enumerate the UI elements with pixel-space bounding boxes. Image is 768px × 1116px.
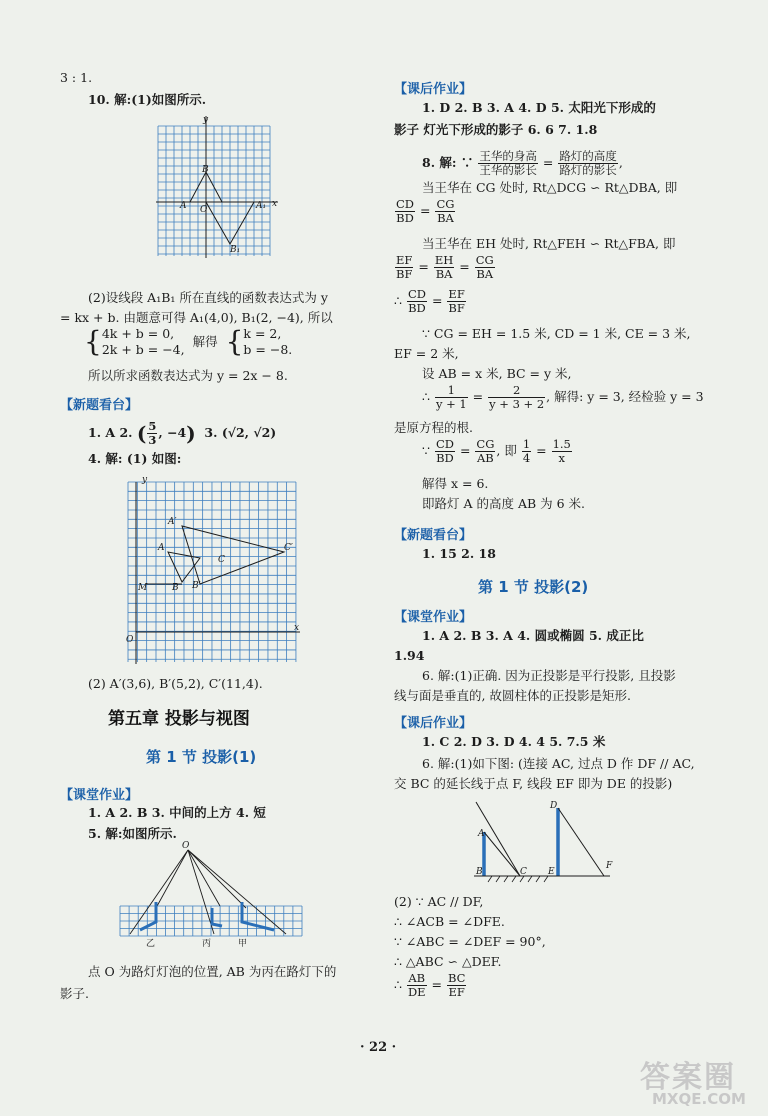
fig2-point-c: C xyxy=(218,555,225,565)
shadow-triangles-figure xyxy=(470,796,620,888)
system-sol2: b = −8. xyxy=(243,342,293,357)
q8-r4-num: EH xyxy=(434,253,454,267)
fig2-point-a-prime: A′ xyxy=(168,517,177,527)
coordinate-grid-figure-2 xyxy=(118,472,304,668)
q8-given-1: ∵ CG = EH = 1.5 米, CD = 1 米, CE = 3 米, xyxy=(422,326,691,341)
fig1-point-b: B xyxy=(202,165,209,175)
q8-eq-suffix: , 解得: y = 3, 经检验 y = 3 xyxy=(546,389,704,404)
class-work-2-line1: 1. A 2. B 3. A 4. 圆或椭圆 5. 成正比 xyxy=(422,628,644,643)
q8-prefix: 8. 解: ∵ xyxy=(422,155,474,170)
ac2-f1-num: AB xyxy=(408,971,426,985)
class-work-1-explain-2: 影子. xyxy=(60,986,89,1001)
class-work-1-q5: 5. 解:如图所示. xyxy=(88,826,177,841)
system-eq2: 2k + b = −4, xyxy=(101,342,185,357)
q8-f1-den: 王华的影长 xyxy=(479,163,537,177)
section-class-work-1: 【课堂作业】 xyxy=(60,788,139,803)
q8-ratio-statement xyxy=(422,150,623,177)
q8-eq: = xyxy=(542,155,554,170)
section-after-class-2: 【课后作业】 xyxy=(394,716,473,731)
fig2-point-a: A xyxy=(158,543,165,553)
after-class-2-part2-3: ∵ ∠ABC = ∠DEF = 90°, xyxy=(394,934,546,949)
q10-part2-line1: (2)设线段 A₁B₁ 所在直线的函数表达式为 y xyxy=(88,290,328,305)
q8-f2-num: 路灯的高度 xyxy=(559,149,617,163)
fig1-point-a: A xyxy=(180,201,187,211)
q8-since-ratio: ∵ $\frac{CD}{BD}$ = $\frac{CG}{AB}$ , 即 $\frac{1}{4}$ = $\frac{1.5}{x}$ xyxy=(422,437,571,465)
q8-s4-num: 1.5 xyxy=(552,437,571,451)
fig4-point-c: C xyxy=(520,867,527,877)
q8-s1-num: CD xyxy=(435,437,454,451)
q8-f1-num: 王华的身高 xyxy=(479,149,537,163)
new-q1-part-c: 3. (√2, √2) xyxy=(204,425,277,440)
q8-r2-num: CG xyxy=(436,197,455,211)
class-work-2-q6-1: 6. 解:(1)正确. 因为正投影是平行投影, 且投影 xyxy=(422,668,676,683)
after-class-2-part2-5: ∴ $\frac{AB}{DE}$ = $\frac{BC}{EF}$ xyxy=(394,971,466,999)
fig1-point-a1: A₁ xyxy=(256,201,267,211)
ratio-line: 3 : 1. xyxy=(60,70,93,85)
new-questions-2-answers: 1. 15 2. 18 xyxy=(422,546,496,561)
chapter-title: 第五章 投影与视图 xyxy=(108,709,250,729)
fig2-origin: O xyxy=(126,635,134,645)
q8-s-mid: , 即 xyxy=(496,443,517,458)
fig1-point-b1: B₁ xyxy=(230,245,241,255)
new-q1-frac-num: 5 xyxy=(148,419,157,433)
q8-r3-num: EF xyxy=(396,253,413,267)
system-sol1: k = 2, xyxy=(243,326,282,341)
q8-s3-num: 1 xyxy=(522,437,531,451)
class-work-1-answers: 1. A 2. B 3. 中间的上方 4. 短 xyxy=(88,805,266,820)
q8-cg-line: 当王华在 CG 处时, Rt△DCG ∽ Rt△DBA, 即 xyxy=(422,180,678,195)
q8-r6-num: CD xyxy=(407,287,426,301)
fig4-point-b: B xyxy=(476,867,483,877)
section-title-projection-1: 第 1 节 投影(1) xyxy=(146,748,257,766)
after-class-2-q6-2: 交 BC 的延长线于点 F, 线段 EF 即为 DE 的投影) xyxy=(394,776,673,791)
q8-r5-den: BA xyxy=(476,267,494,281)
fig1-origin: O xyxy=(200,205,208,215)
after-class-1-line2: 影子 灯光下形成的影子 6. 6 7. 1.8 xyxy=(394,122,598,137)
q8-given-2: EF = 2 米, xyxy=(394,346,459,361)
q8-s3-den: 4 xyxy=(522,451,531,465)
new-q1-frac-den: 3 xyxy=(148,433,157,447)
class-work-1-explain-1: 点 O 为路灯灯泡的位置, AB 为丙在路灯下的 xyxy=(88,964,337,979)
q8-ratio-cg: $\frac{CD}{BD}$ = $\frac{CG}{BA}$ xyxy=(396,197,455,225)
section-new-questions-1: 【新题看台】 xyxy=(60,398,139,413)
fig3-lamp-o: O xyxy=(182,841,190,851)
coordinate-grid-figure-1 xyxy=(148,112,288,262)
q8-e1-num: 1 xyxy=(435,384,468,398)
fig4-point-e: E xyxy=(548,867,555,877)
after-class-2-part2-2: ∴ ∠ACB = ∠DFE. xyxy=(394,914,505,929)
section-title-projection-2: 第 1 节 投影(2) xyxy=(478,578,589,596)
q8-ratio-eh: $\frac{EF}{BF}$ = $\frac{EH}{BA}$ = $\frac{CG}{BA}$ xyxy=(396,253,494,281)
q8-f2-den: 路灯的影长 xyxy=(559,163,617,177)
fig4-point-f: F xyxy=(606,861,613,871)
watermark-logo-text: 答案圈 xyxy=(640,1060,736,1095)
question-10: 10. 解:(1)如图所示. xyxy=(88,92,207,107)
q8-since: ∵ xyxy=(422,443,430,458)
q8-r5-num: CG xyxy=(475,253,494,267)
q8-equation: ∴ $\frac{1}{y + 1}$ = $\frac{2}{y + 3 + 2}$ , 解得: y = 3, 经检验 y = 3 xyxy=(422,383,704,411)
ac2-f1-den: DE xyxy=(407,985,426,999)
q8-s1-den: BD xyxy=(436,451,454,465)
ac2-f2-num: BC xyxy=(447,971,466,985)
fig2-point-b: B xyxy=(172,583,179,593)
ac2-f2-den: EF xyxy=(448,985,465,999)
q10-part2-line2: = kx + b. 由题意可得 A₁(4,0), B₁(2, −4), 所以 xyxy=(60,310,333,325)
class-work-2-line2: 1.94 xyxy=(394,648,425,663)
q8-f2-end: , xyxy=(618,155,623,170)
class-work-2-q6-2: 线与面是垂直的, 故圆柱体的正投影是矩形. xyxy=(394,688,631,703)
fig2-point-b-prime: B′ xyxy=(192,581,201,591)
q8-r1-num: CD xyxy=(396,197,415,211)
new-q4-part2: (2) A′(3,6), B′(5,2), C′(11,4). xyxy=(88,676,263,691)
fig4-point-a: A xyxy=(478,829,485,839)
q10-conclusion: 所以所求函数表达式为 y = 2x − 8. xyxy=(88,368,288,383)
q8-r1-den: BD xyxy=(396,211,414,225)
new-question-4: 4. 解: (1) 如图: xyxy=(88,451,182,466)
new-questions-answers: 1. A 2. ( $\frac{5}{3}$ , −4) 3. (√2, √2) xyxy=(88,419,277,447)
q8-e2-den: y + 3 + 2 xyxy=(489,397,545,411)
q8-r3-den: BF xyxy=(396,267,413,281)
fig2-y-label: y xyxy=(142,475,148,485)
fig1-x-label: x xyxy=(272,199,278,209)
new-q1-part-b: , −4 xyxy=(158,425,187,440)
after-class-2-part2-4: ∴ △ABC ∽ △DEF. xyxy=(394,954,502,969)
q8-r4-den: BA xyxy=(435,267,453,281)
page-number: · 22 · xyxy=(360,1040,397,1055)
after-class-2-part2-1: (2) ∵ AC // DF, xyxy=(394,894,484,909)
q8-s2-den: AB xyxy=(477,451,494,465)
q8-therefore: ∴ xyxy=(394,293,402,308)
watermark-url: MXQE.COM xyxy=(652,1090,746,1108)
q8-final: 即路灯 A 的高度 AB 为 6 米. xyxy=(422,496,586,511)
after-class-2-q6-1: 6. 解:(1)如下图: (连接 AC, 过点 D 作 DF // AC, xyxy=(422,756,695,771)
q8-r7-num: EF xyxy=(448,287,465,301)
new-q1-part-a: 1. A 2. xyxy=(88,425,133,440)
fig3-label-jia: 甲 xyxy=(238,939,248,949)
section-class-work-2: 【课堂作业】 xyxy=(394,610,473,625)
system-eq1: 4k + b = 0, xyxy=(101,326,175,341)
system-mid-text: 解得 xyxy=(192,334,218,349)
fig2-x-label: x xyxy=(294,623,300,633)
q8-r6-den: BD xyxy=(408,301,426,315)
q8-s4-den: x xyxy=(558,451,565,465)
section-new-questions-2: 【新题看台】 xyxy=(394,528,473,543)
q8-ratio-therefore: ∴ $\frac{CD}{BD}$ = $\frac{EF}{BF}$ xyxy=(394,287,465,315)
q8-r2-den: BA xyxy=(437,211,454,225)
q8-root: 是原方程的根. xyxy=(394,420,473,435)
q8-eq-prefix: ∴ xyxy=(422,389,430,404)
after-class-1-line1: 1. D 2. B 3. A 4. D 5. 太阳光下形成的 xyxy=(422,100,656,115)
q8-e2-num: 2 xyxy=(488,384,545,398)
q8-let: 设 AB = x 米, BC = y 米, xyxy=(422,366,572,381)
q8-s2-num: CG xyxy=(476,437,495,451)
fig2-point-c-prime: C′ xyxy=(284,543,293,553)
ac2-p2-5-prefix: ∴ xyxy=(394,977,402,992)
fig3-label-bing: 丙 xyxy=(202,939,212,949)
q8-solve: 解得 x = 6. xyxy=(422,476,489,491)
fig4-point-d: D xyxy=(550,801,558,811)
fig1-y-label: y xyxy=(203,115,209,125)
fig2-point-m: M xyxy=(138,583,148,593)
q8-eh-line: 当王华在 EH 处时, Rt△FEH ∽ Rt△FBA, 即 xyxy=(422,236,676,251)
section-after-class-1: 【课后作业】 xyxy=(394,82,473,97)
q8-r7-den: BF xyxy=(448,301,465,315)
q8-e1-den: y + 1 xyxy=(435,397,467,411)
after-class-2-line1: 1. C 2. D 3. D 4. 4 5. 7.5 米 xyxy=(422,734,606,749)
fig3-label-yi: 乙 xyxy=(146,939,156,949)
street-lamp-figure xyxy=(116,840,306,952)
equation-system: { 4k + b = 0, 2k + b = −4, 解得 { k = 2, b = −8. xyxy=(84,325,293,358)
